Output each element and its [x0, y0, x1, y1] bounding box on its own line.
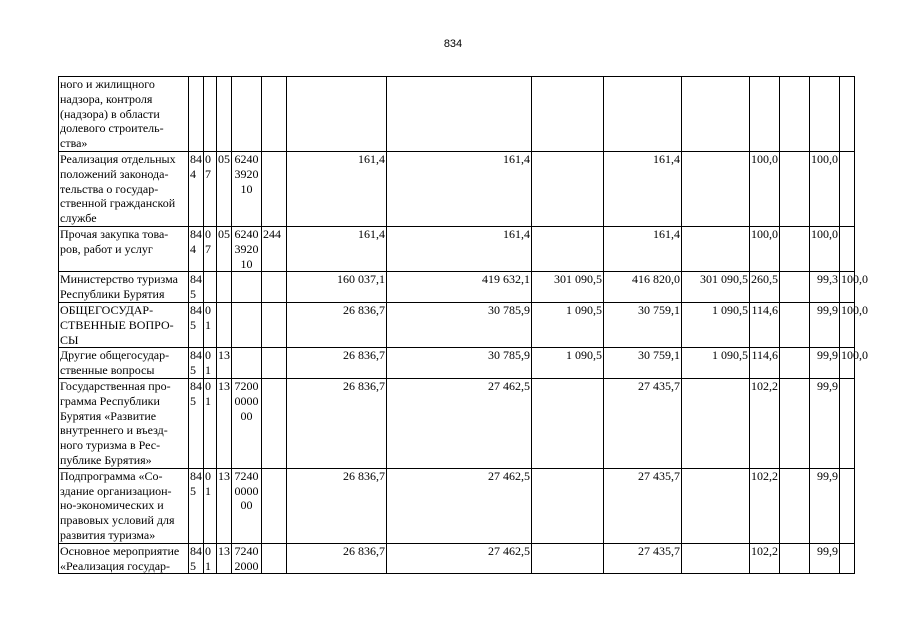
- expense-type-code-cell: 244: [262, 226, 287, 271]
- refined-amount-cell: 161,4: [387, 152, 532, 227]
- target-code-cell: 7200 0000 00: [232, 378, 262, 468]
- percent-to-approved-cell: 260,5: [750, 272, 780, 303]
- target-code-cell: [232, 302, 262, 347]
- approved-amount-cell: 26 836,7: [287, 302, 387, 347]
- ministry-code-cell: [189, 77, 204, 152]
- refined-federal-amount-cell: [532, 152, 604, 227]
- percent-to-refined-cell: 100,0: [810, 226, 840, 271]
- approved-amount-cell: 160 037,1: [287, 272, 387, 303]
- ministry-code-cell: 845: [189, 468, 204, 543]
- table-row: [59, 302, 855, 347]
- section-code-cell: [204, 77, 217, 152]
- row-name-cell: Основное мероприятие «Реализация государ-: [59, 543, 189, 574]
- target-code-cell: [232, 348, 262, 379]
- expense-type-code-cell: [262, 378, 287, 468]
- section-code-cell: 01: [204, 378, 217, 468]
- subsection-code-cell: [217, 302, 232, 347]
- approved-amount-cell: 26 836,7: [287, 378, 387, 468]
- row-name-cell: Министерство туризма Республики Бурятия: [59, 272, 189, 303]
- approved-amount-cell: [287, 77, 387, 152]
- percent-to-approved-cell: 100,0: [750, 226, 780, 271]
- empty-column-cell: [780, 272, 810, 303]
- subsection-code-cell: 13: [217, 348, 232, 379]
- ministry-code-cell: 845: [190, 272, 202, 302]
- executed-federal-amount-cell: 301 090,5: [682, 272, 750, 303]
- table-row: [59, 152, 855, 227]
- row-name-cell: ОБЩЕГОСУДАР-СТВЕННЫЕ ВОПРО-СЫ: [59, 302, 189, 347]
- percent-to-refined-cell: 99,9: [810, 302, 840, 347]
- refined-federal-amount-cell: 1 090,5: [532, 302, 604, 347]
- percent-federal-cell: 100,0: [840, 302, 855, 347]
- table-row: [59, 468, 855, 543]
- row-name-cell: Другие общегосудар-ственные вопросы: [59, 348, 189, 379]
- refined-amount-cell: 419 632,1: [387, 272, 532, 303]
- percent-to-refined-cell: 99,3: [810, 272, 840, 303]
- budget-table: [58, 76, 868, 574]
- target-code-cell: 7240 0000 00: [232, 468, 262, 543]
- ministry-code-cell: 844: [189, 226, 204, 271]
- ministry-code-cell: 844: [189, 152, 204, 227]
- percent-federal-cell: [840, 378, 855, 468]
- empty-column-cell: [780, 468, 810, 543]
- section-code-cell: 01: [204, 348, 217, 379]
- ministry-code-cell: 845: [189, 302, 204, 347]
- section-code-cell: 01: [204, 302, 217, 347]
- row-name-cell: Государственная про-грамма Республики Бурятия «Развитие внутреннего и въезд-ного туризма в Рес-публике Бурятия»: [59, 378, 189, 468]
- executed-amount-cell: 416 820,0: [604, 272, 682, 303]
- subsection-code-cell: [217, 272, 232, 303]
- executed-federal-amount-cell: [682, 226, 750, 271]
- refined-federal-amount-cell: 301 090,5: [532, 272, 604, 303]
- executed-amount-cell: 27 435,7: [604, 468, 682, 543]
- refined-amount-cell: 27 462,5: [387, 543, 532, 574]
- subsection-code-cell: 05: [217, 152, 232, 227]
- target-code-cell: [232, 77, 262, 152]
- empty-column-cell: [780, 543, 810, 574]
- approved-amount-cell: 26 836,7: [287, 468, 387, 543]
- empty-column-cell: [780, 302, 810, 347]
- empty-column-cell: [780, 348, 810, 379]
- empty-column-cell: [780, 152, 810, 227]
- executed-federal-amount-cell: 1 090,5: [682, 348, 750, 379]
- approved-amount-cell: 161,4: [287, 226, 387, 271]
- subsection-code-cell: [217, 77, 232, 152]
- empty-column-cell: [780, 77, 810, 152]
- section-code-cell: 07: [204, 152, 217, 227]
- subsection-code-cell: 13: [217, 468, 232, 543]
- refined-federal-amount-cell: [532, 468, 604, 543]
- ministry-code-cell: 845: [190, 348, 202, 378]
- subsection-code-cell: 13: [217, 543, 232, 574]
- percent-to-approved-cell: 102,2: [750, 543, 780, 574]
- empty-column-cell: [780, 226, 810, 271]
- percent-to-refined-cell: 99,9: [810, 378, 840, 468]
- percent-to-approved-cell: 102,2: [750, 468, 780, 543]
- empty-column-cell: [780, 378, 810, 468]
- ministry-code-cell: 845: [190, 543, 202, 573]
- expense-type-code-cell: [262, 152, 287, 227]
- table-row: [59, 378, 855, 468]
- approved-amount-cell: 161,4: [287, 152, 387, 227]
- table-row: [59, 272, 855, 303]
- table-row: [59, 543, 855, 574]
- executed-federal-amount-cell: 1 090,5: [682, 302, 750, 347]
- subsection-code-cell: 05: [217, 226, 232, 271]
- refined-amount-cell: 30 785,9: [387, 348, 532, 379]
- expense-type-code-cell: [262, 302, 287, 347]
- approved-amount-cell: 26 836,7: [287, 348, 387, 379]
- executed-amount-cell: 27 435,7: [604, 543, 682, 574]
- percent-federal-cell: 100,0: [840, 272, 855, 303]
- percent-to-refined-cell: 99,9: [810, 468, 840, 543]
- subsection-code-cell: 13: [217, 378, 232, 468]
- target-code-cell: 7240 2000: [232, 543, 262, 574]
- percent-to-approved-cell: 100,0: [750, 152, 780, 227]
- ministry-code-cell: 845: [189, 378, 204, 468]
- expense-type-code-cell: [262, 77, 287, 152]
- executed-federal-amount-cell: [682, 543, 750, 574]
- percent-to-approved-cell: 114,6: [750, 302, 780, 347]
- table-row: [59, 77, 855, 152]
- refined-amount-cell: 27 462,5: [387, 468, 532, 543]
- section-code-cell: 07: [204, 226, 217, 271]
- refined-federal-amount-cell: [532, 226, 604, 271]
- expense-type-code-cell: [262, 543, 287, 574]
- refined-federal-amount-cell: 1 090,5: [532, 348, 604, 379]
- percent-to-approved-cell: [750, 77, 780, 152]
- row-name-cell: ного и жилищного надзора, контроля (надзора) в области долевого строитель-ства»: [59, 77, 189, 152]
- percent-to-refined-cell: 100,0: [810, 152, 840, 227]
- section-code-cell: 01: [204, 468, 217, 543]
- executed-federal-amount-cell: [682, 378, 750, 468]
- percent-federal-cell: [840, 543, 855, 574]
- percent-to-approved-cell: 114,6: [750, 348, 780, 379]
- expense-type-code-cell: [262, 468, 287, 543]
- executed-amount-cell: 30 759,1: [604, 302, 682, 347]
- section-code-cell: 01: [204, 543, 217, 574]
- executed-federal-amount-cell: [682, 468, 750, 543]
- refined-amount-cell: [387, 77, 532, 152]
- refined-federal-amount-cell: [532, 77, 604, 152]
- expense-type-code-cell: [262, 348, 287, 379]
- refined-amount-cell: 27 462,5: [387, 378, 532, 468]
- percent-to-refined-cell: 99,9: [810, 543, 840, 574]
- percent-federal-cell: 100,0: [840, 348, 855, 379]
- executed-amount-cell: 161,4: [604, 226, 682, 271]
- refined-amount-cell: 161,4: [387, 226, 532, 271]
- percent-federal-cell: [840, 77, 855, 152]
- approved-amount-cell: 26 836,7: [287, 543, 387, 574]
- row-name-cell: Реализация отдельных положений законода-тельства о государ-ственной гражданской службе: [59, 152, 189, 227]
- table-row: [59, 226, 855, 271]
- target-code-cell: [232, 272, 262, 303]
- executed-amount-cell: 30 759,1: [604, 348, 682, 379]
- percent-federal-cell: [840, 468, 855, 543]
- page-number: 834: [443, 38, 463, 50]
- percent-to-refined-cell: [810, 77, 840, 152]
- row-name-cell: Прочая закупка това-ров, работ и услуг: [59, 226, 189, 271]
- percent-federal-cell: [840, 226, 855, 271]
- executed-federal-amount-cell: [682, 152, 750, 227]
- table-body: [59, 77, 868, 574]
- expense-type-code-cell: [262, 272, 287, 303]
- table-row: [59, 348, 855, 379]
- refined-amount-cell: 30 785,9: [387, 302, 532, 347]
- percent-federal-cell: [840, 152, 855, 227]
- percent-to-refined-cell: 99,9: [810, 348, 840, 379]
- target-code-cell: 6240 3920 10: [232, 226, 262, 271]
- percent-to-approved-cell: 102,2: [750, 378, 780, 468]
- refined-federal-amount-cell: [532, 543, 604, 574]
- refined-federal-amount-cell: [532, 378, 604, 468]
- executed-amount-cell: 161,4: [604, 152, 682, 227]
- executed-amount-cell: [604, 77, 682, 152]
- row-name-cell: Подпрограмма «Со-здание организацион-но-экономических и правовых условий для развития туризма»: [59, 468, 189, 543]
- section-code-cell: [204, 272, 217, 303]
- executed-amount-cell: 27 435,7: [604, 378, 682, 468]
- target-code-cell: 6240 3920 10: [232, 152, 262, 227]
- executed-federal-amount-cell: [682, 77, 750, 152]
